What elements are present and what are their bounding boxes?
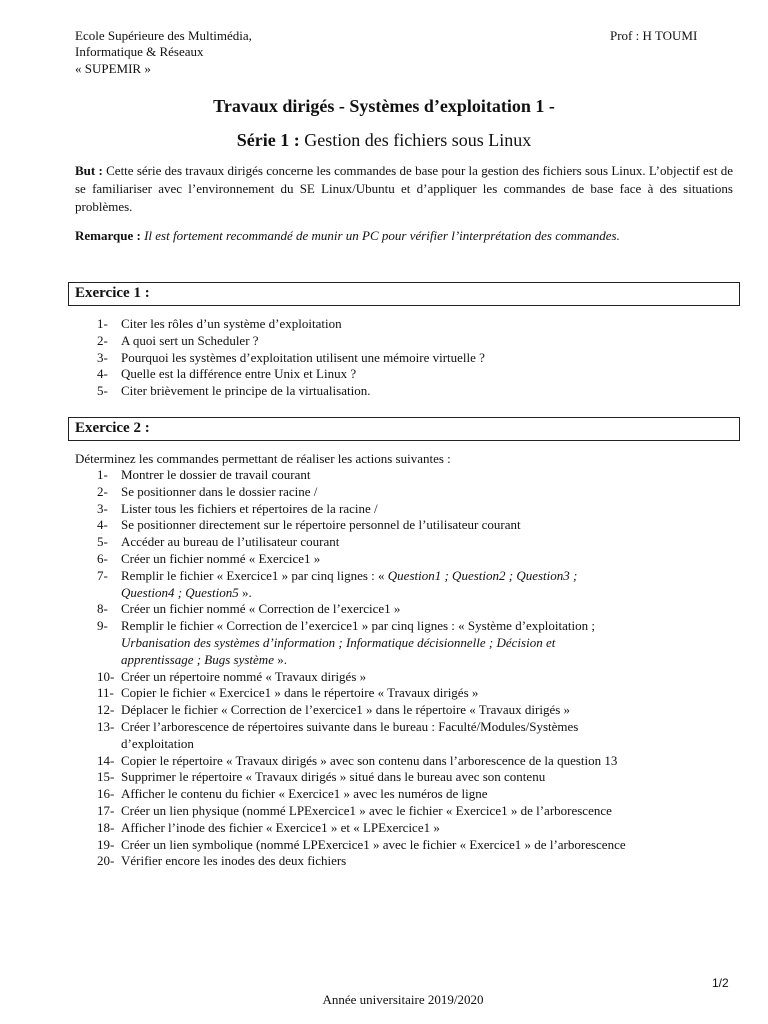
item-text: [121, 383, 751, 400]
exercise1-item-2: [97, 333, 747, 350]
item-text: [121, 467, 751, 484]
item-text: [121, 517, 751, 534]
item-line-1-text: Afficher l’inode des fichier « Exercice1 » et « LPExercice1 »: [121, 819, 440, 835]
item-line-1: [121, 568, 751, 585]
exercise2-item-14: [97, 753, 747, 770]
item-line-1: [121, 820, 751, 837]
serie-heading: [0, 130, 768, 151]
exercise2-item-8: [97, 601, 747, 618]
item-line-1-text: Copier le répertoire « Travaux dirigés » avec son contenu dans l’arborescence de la question 13: [121, 752, 618, 768]
exercise2-item-7: [97, 568, 747, 602]
item-text: [121, 669, 751, 686]
item-number: 7-: [97, 567, 108, 583]
exercise2-intro: Déterminez les commandes permettant de réaliser les actions suivantes :: [75, 451, 451, 466]
item-text: [121, 350, 751, 367]
item-number: 19-: [97, 836, 115, 852]
item-line-1: [121, 702, 751, 719]
item-line-1-text: Quelle est la différence entre Unix et Linux ?: [121, 366, 357, 382]
item-line-1-text: Accéder au bureau de l’utilisateur courant: [121, 534, 340, 550]
item-number: 20-: [97, 853, 115, 869]
item-line-1-text: Lister tous les fichiers et répertoires de la racine /: [121, 500, 378, 516]
item-text: [121, 753, 751, 770]
item-number: 17-: [97, 803, 115, 818]
exercise2-item-5: [97, 534, 747, 551]
item-line-1: [121, 769, 751, 786]
item-text: [121, 366, 751, 383]
exercise2-item-15: [97, 769, 747, 786]
item-line-1: [121, 837, 751, 854]
item-line-1-text: Créer un lien physique (nommé LPExercice1 » avec le fichier « Exercice1 » de l’arborescence: [121, 803, 612, 818]
item-number: 10-: [97, 668, 115, 684]
item-line-1-text: Pourquoi les systèmes d’exploitation utilisent une mémoire virtuelle ?: [121, 349, 485, 365]
item-number: 3-: [97, 349, 108, 365]
item-line-1-text: Remplir le fichier « Correction de l’exercice1 » par cinq lignes : « Système d’exploitation ;: [121, 618, 595, 634]
item-line-2: [121, 736, 751, 753]
exercise2-item-9: [97, 618, 747, 668]
item-line-1-text: Copier le fichier « Exercice1 » dans le répertoire « Travaux dirigés »: [121, 685, 479, 701]
item-line-1-text: Supprimer le répertoire « Travaux dirigés » situé dans le bureau avec son contenu: [121, 769, 546, 785]
item-number: 8-: [97, 601, 108, 617]
item-line-1-text: Afficher le contenu du fichier « Exercice1 » avec les numéros de ligne: [121, 786, 488, 802]
item-line-1-text: A quoi sert un Scheduler ?: [121, 332, 259, 348]
item-text: [121, 618, 751, 668]
item-text: [121, 853, 751, 870]
item-line-1: [121, 383, 751, 400]
item-line-2-text: d’exploitation: [121, 735, 194, 751]
item-line-1-text: Créer un fichier nommé « Exercice1 »: [121, 551, 321, 566]
item-line-1-text: Se positionner directement sur le répertoire personnel de l’utilisateur courant: [121, 517, 521, 533]
item-line-1-text: Déplacer le fichier « Correction de l’exercice1 » dans le répertoire « Travaux dirigés »: [121, 702, 571, 718]
item-line-1: [121, 484, 751, 501]
item-number: 11-: [97, 685, 114, 701]
school-acronym: « SUPEMIR »: [75, 61, 151, 76]
item-line-1: [121, 534, 751, 551]
item-end: ».: [273, 651, 287, 667]
item-number: 5-: [97, 383, 108, 399]
exercise2-header: Exercice 2 :: [68, 417, 740, 441]
item-number: 15-: [97, 769, 115, 785]
remarque-text: Il est fortement recommandé de munir un PC pour vérifier l’interprétation des commandes.: [140, 228, 620, 243]
item-text: [121, 333, 751, 350]
item-line-2-text: Question4 ; Question5: [121, 584, 239, 600]
exercise2-item-20: [97, 853, 747, 870]
item-number: 3-: [97, 500, 108, 516]
exercise2-item-4: [97, 517, 747, 534]
but-paragraph: [75, 162, 733, 216]
item-number: 2-: [97, 483, 108, 499]
item-number: 5-: [97, 534, 108, 550]
exercise2-item-18: [97, 820, 747, 837]
academic-year: Année universitaire 2019/2020: [322, 992, 484, 1007]
exercise1-header: Exercice 1 :: [68, 282, 740, 306]
item-line-1: [121, 618, 751, 635]
item-text: [121, 786, 751, 803]
item-number: 16-: [97, 786, 115, 802]
exercise1-item-4: [97, 366, 747, 383]
item-number: 1-: [97, 316, 108, 331]
item-number: 9-: [97, 618, 108, 634]
item-number: 6-: [97, 551, 108, 566]
item-line-1-text: Créer l’arborescence de répertoires suivante dans le bureau : Faculté/Modules/Systèmes: [121, 719, 579, 734]
item-line-1-text: Montrer le dossier de travail courant: [121, 467, 311, 482]
item-number: 1-: [97, 467, 108, 482]
item-text: [121, 820, 751, 837]
item-line-1: [121, 853, 751, 870]
item-text: [121, 685, 751, 702]
item-number: 14-: [97, 752, 115, 768]
serie-text: Gestion des fichiers sous Linux: [299, 130, 532, 150]
item-line-1-text: Créer un fichier nommé « Correction de l’exercice1 »: [121, 601, 401, 617]
exercise2-item-1: [97, 467, 747, 484]
exercise1-item-5: [97, 383, 747, 400]
item-line-2: [121, 635, 751, 652]
item-number: 4-: [97, 366, 108, 382]
item-line-1: [121, 333, 751, 350]
item-line-1-text: Créer un lien symbolique (nommé LPExercice1 » avec le fichier « Exercice1 » de l’arborescence: [121, 836, 626, 852]
but-label: But :: [75, 163, 103, 178]
item-line-1: [121, 719, 751, 736]
item-text: [121, 837, 751, 854]
item-line-1: [121, 685, 751, 702]
item-text: [121, 719, 751, 753]
item-text: [121, 803, 751, 820]
professor-name: Prof : H TOUMI: [610, 28, 698, 43]
item-line-2-text: Urbanisation des systèmes d’information ; Informatique décisionnelle ; Décision et: [121, 634, 556, 650]
item-line-1: [121, 501, 751, 518]
remarque-paragraph: [75, 227, 733, 245]
item-text: [121, 484, 751, 501]
exercise2-item-10: [97, 669, 747, 686]
item-line-1-text: Remplir le fichier « Exercice1 » par cinq lignes : «: [121, 567, 388, 583]
item-line-1-text: Vérifier encore les inodes des deux fichiers: [121, 853, 347, 869]
item-text: [121, 702, 751, 719]
exercise2-item-19: [97, 837, 747, 854]
exercise2-item-6: [97, 551, 747, 568]
item-line-1: [121, 350, 751, 367]
exercise2-item-16: [97, 786, 747, 803]
page-title: Travaux dirigés - Systèmes d’exploitation 1 -: [213, 96, 555, 116]
item-line-1: [121, 467, 751, 484]
item-text: [121, 501, 751, 518]
remarque-label: Remarque :: [75, 228, 141, 243]
exercise1-item-3: [97, 350, 747, 367]
item-line-1: [121, 551, 751, 568]
item-text: [121, 534, 751, 551]
exercise2-item-12: [97, 702, 747, 719]
item-line-1: [121, 803, 751, 820]
item-line-1-text: Créer un répertoire nommé « Travaux dirigés »: [121, 668, 367, 684]
item-number: 18-: [97, 819, 115, 835]
item-line-3-text: apprentissage ; Bugs système: [121, 651, 274, 667]
exercise2-item-17: [97, 803, 747, 820]
item-number: 12-: [97, 702, 115, 718]
item-number: 13-: [97, 719, 115, 734]
item-line-1-text: Se positionner dans le dossier racine /: [121, 483, 318, 499]
item-line-2: [121, 585, 751, 602]
item-number: 2-: [97, 332, 108, 348]
item-italic: Question1 ; Question2 ; Question3 ;: [387, 567, 578, 583]
serie-label: Série 1 :: [236, 130, 300, 150]
exercise2-item-2: [97, 484, 747, 501]
but-text: Cette série des travaux dirigés concerne les commandes de base pour la gestion des fichiers sous Linux. L’objectif est de se familiariser avec l’environnement du SE Linux/Ubuntu et d’appliquer les commandes de base face à des situations problèmes.: [75, 163, 733, 214]
item-end: ».: [238, 584, 252, 600]
item-text: [121, 316, 751, 333]
item-line-1: [121, 517, 751, 534]
exercise1-item-1: [97, 316, 747, 333]
item-line-1-text: Citer les rôles d’un système d’exploitation: [121, 316, 342, 331]
item-text: [121, 601, 751, 618]
item-line-1: [121, 601, 751, 618]
item-line-1: [121, 669, 751, 686]
item-line-3: [121, 652, 751, 669]
school-name-line1: Ecole Supérieure des Multimédia,: [75, 28, 252, 43]
item-line-1: [121, 753, 751, 770]
item-line-1: [121, 366, 751, 383]
item-text: [121, 769, 751, 786]
exercise2-item-3: [97, 501, 747, 518]
item-number: 4-: [97, 517, 108, 533]
item-line-1: [121, 786, 751, 803]
exercise2-item-13: [97, 719, 747, 753]
page-number: 1/2: [712, 976, 729, 990]
exercise2-item-11: [97, 685, 747, 702]
item-line-1-text: Citer brièvement le principe de la virtualisation.: [121, 383, 371, 399]
item-text: [121, 551, 751, 568]
item-line-1: [121, 316, 751, 333]
item-text: [121, 568, 751, 602]
school-name-line2: Informatique & Réseaux: [75, 44, 204, 59]
